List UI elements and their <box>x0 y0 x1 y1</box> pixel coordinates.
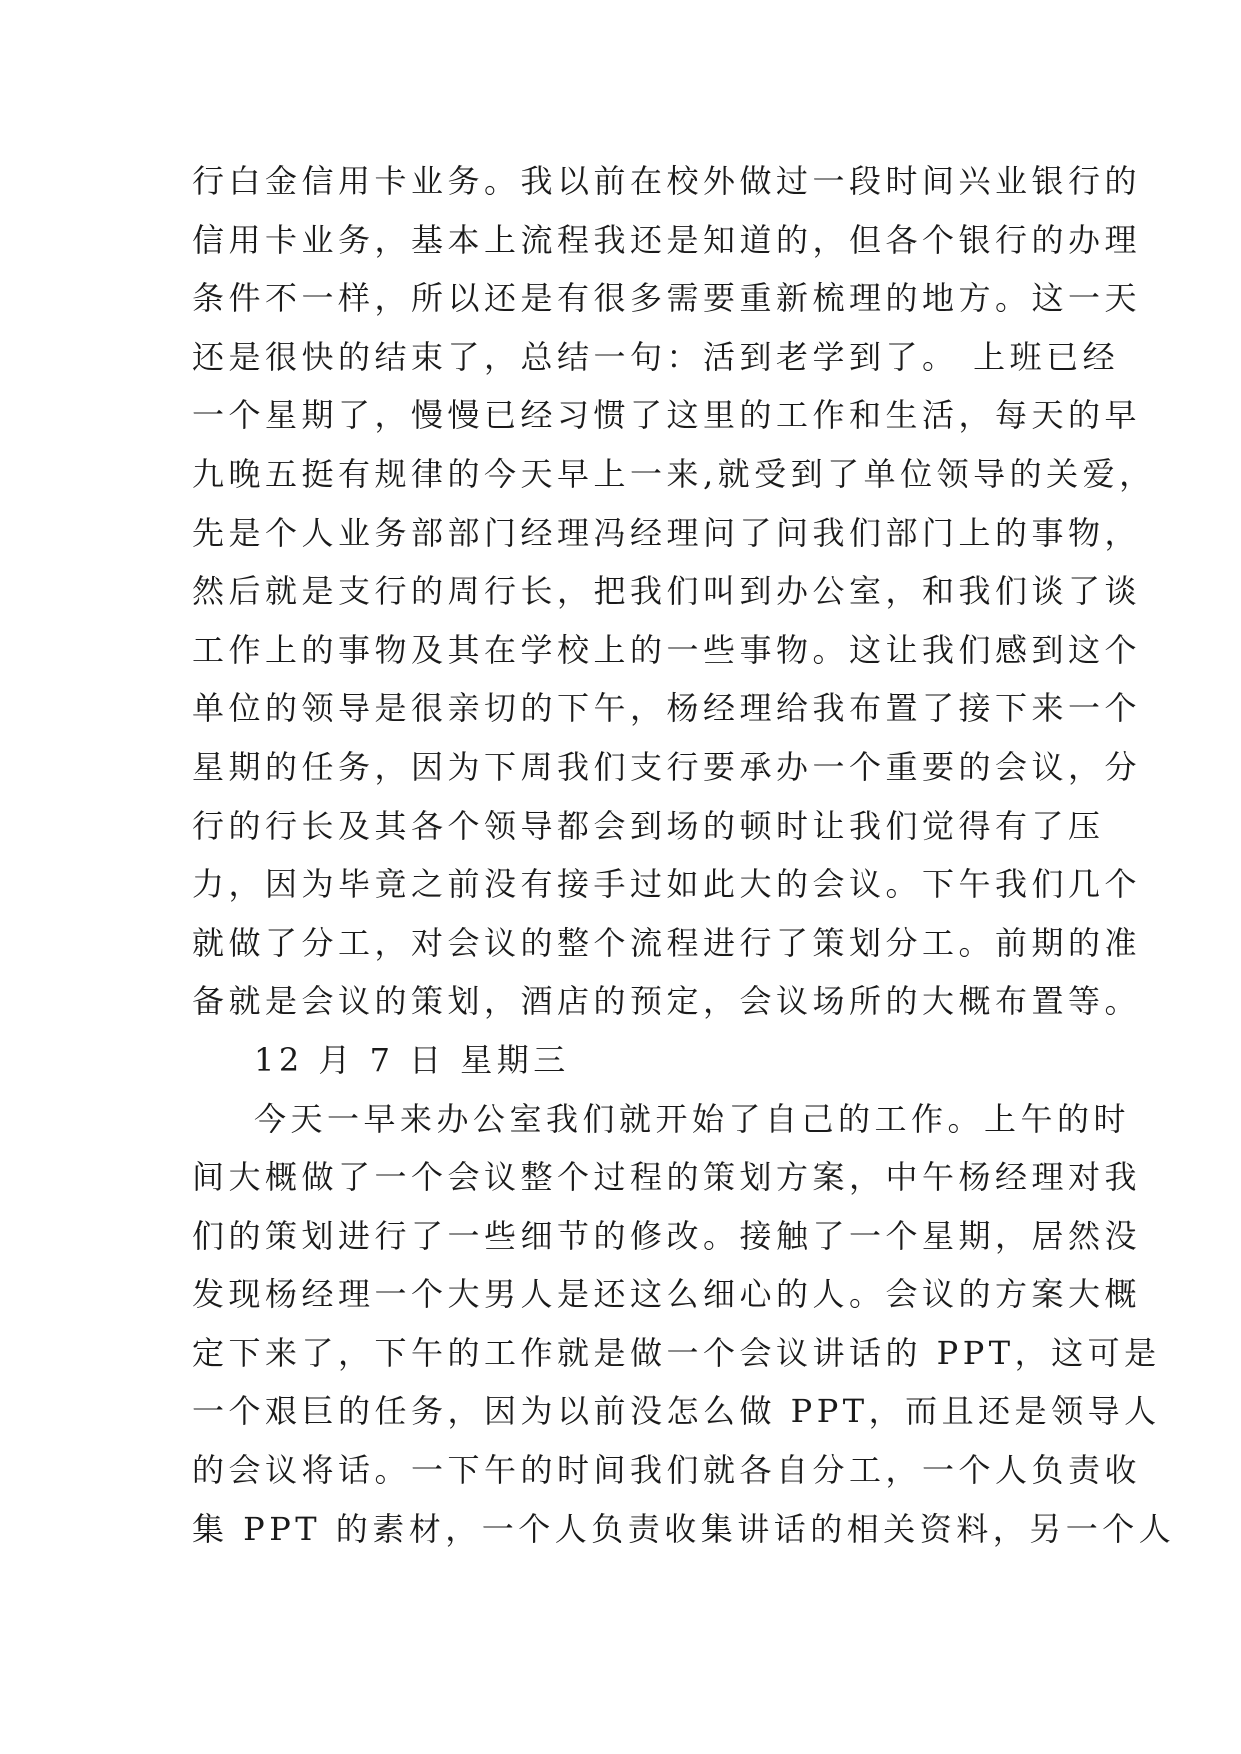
text-line: 一个星期了，慢慢已经习惯了这里的工作和生活，每天的早 <box>192 396 1142 435</box>
text-line: 今天一早来办公室我们就开始了自己的工作。上午的时 <box>254 1099 1131 1138</box>
text-line: 备就是会议的策划，酒店的预定，会议场所的大概布置等。 <box>192 982 1142 1021</box>
text-line: 九晚五挺有规律的今天早上一来,就受到了单位领导的关爱， <box>192 454 1156 493</box>
text-line: 先是个人业务部部门经理冯经理问了问我们部门上的事物， <box>192 513 1142 552</box>
text-line: 们的策划进行了一些细节的修改。接触了一个星期，居然没 <box>192 1216 1142 1255</box>
text-line: 单位的领导是很亲切的下午，杨经理给我布置了接下来一个 <box>192 689 1142 728</box>
text-line: 就做了分工，对会议的整个流程进行了策划分工。前期的准 <box>192 923 1142 962</box>
text-line: 然后就是支行的周行长，把我们叫到办公室，和我们谈了谈 <box>192 572 1142 611</box>
text-line: 行白金信用卡业务。我以前在校外做过一段时间兴业银行的 <box>192 162 1142 200</box>
text-line: 信用卡业务，基本上流程我还是知道的，但各个银行的办理 <box>192 220 1142 259</box>
date-heading: 12 月 7 日 星期三 <box>254 1040 570 1079</box>
text-line: 发现杨经理一个大男人是还这么细心的人。会议的方案大概 <box>192 1275 1142 1314</box>
text-line: 星期的任务，因为下周我们支行要承办一个重要的会议，分 <box>192 747 1142 786</box>
text-line: 集 PPT 的素材，一个人负责收集讲话的相关资料，另一个人 <box>192 1509 1176 1548</box>
text-line: 间大概做了一个会议整个过程的策划方案，中午杨经理对我 <box>192 1158 1142 1197</box>
text-line: 条件不一样，所以还是有很多需要重新梳理的地方。这一天 <box>192 279 1142 318</box>
text-line: 工作上的事物及其在学校上的一些事物。这让我们感到这个 <box>192 630 1142 669</box>
text-line: 还是很快的结束了，总结一句：活到老学到了。 上班已经 <box>192 337 1120 376</box>
text-line: 行的行长及其各个领导都会到场的顿时让我们觉得有了压 <box>192 806 1105 845</box>
text-line: 力，因为毕竟之前没有接手过如此大的会议。下午我们几个 <box>192 865 1142 904</box>
text-line: 一个艰巨的任务，因为以前没怎么做 PPT，而且还是领导人 <box>192 1392 1161 1431</box>
document-body <box>192 152 1176 1558</box>
text-line: 的会议将话。一下午的时间我们就各自分工，一个人负责收 <box>192 1451 1142 1490</box>
text-line: 定下来了，下午的工作就是做一个会议讲话的 PPT，这可是 <box>192 1333 1161 1372</box>
